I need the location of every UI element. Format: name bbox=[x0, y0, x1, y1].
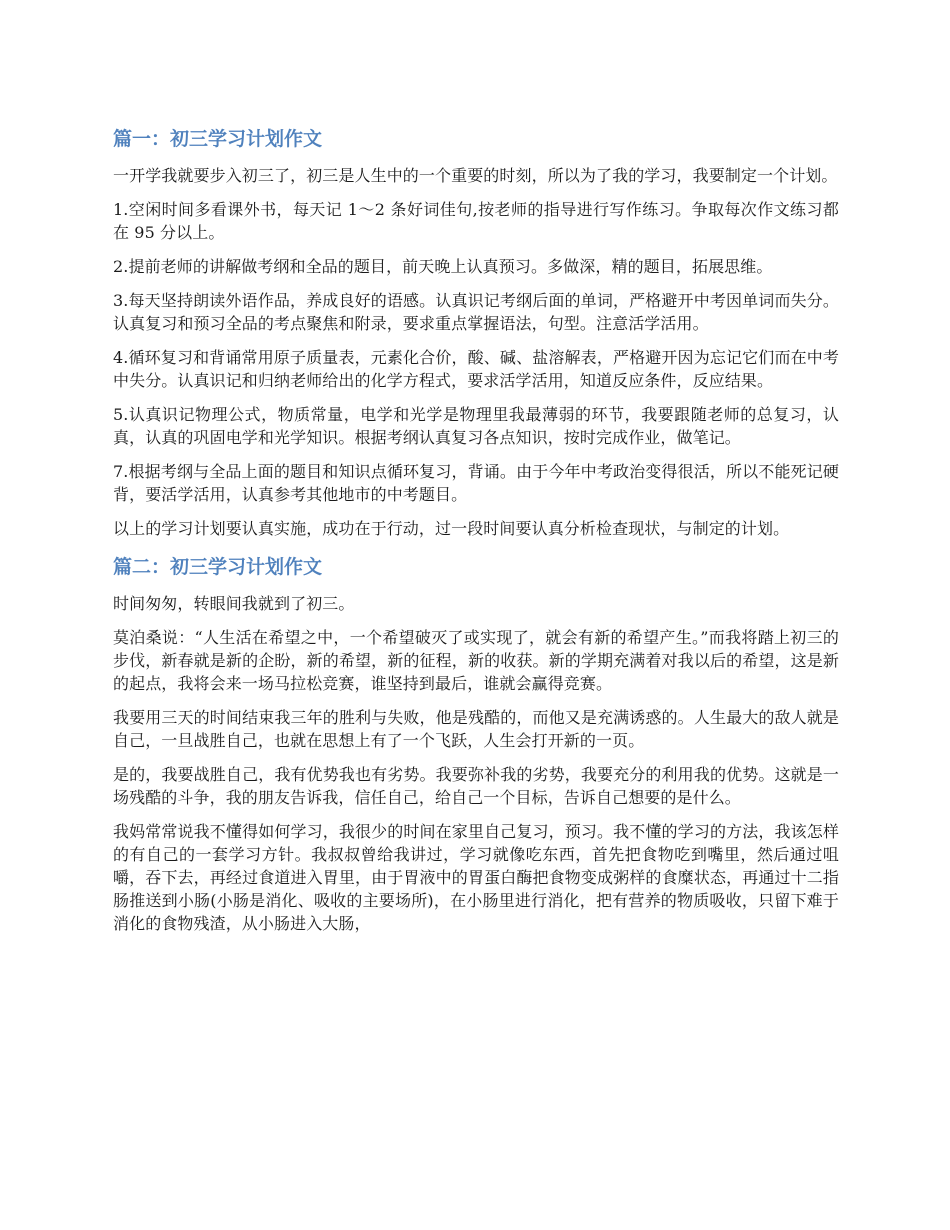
section-1-paragraph: 3.每天坚持朗读外语作品，养成良好的语感。认真识记考纲后面的单词，严格避开中考因单词而失分。认真复习和预习全品的考点聚焦和附录，要求重点掌握语法，句型。注意活学活用。 bbox=[113, 291, 839, 333]
section-2-paragraph: 我妈常常说我不懂得如何学习，我很少的时间在家里自己复习，预习。我不懂的学习的方法，我该怎样的有自己的一套学习方针。我叔叔曾给我讲过，学习就像吃东西，首先把食物吃到嘴里，然后通过咀嚼，吞下去，再经过食道进入胃里，由于胃液中的胃蛋白酶把食物变成粥样的食糜状态，再通过十二指肠推送到小肠(小肠是消化、吸收的主要场所)，在小肠里进行消化，把有营养的物质吸收，只留下难于消化的食物残渣，从小肠进入大肠， bbox=[113, 822, 839, 933]
section-1-paragraph: 4.循环复习和背诵常用原子质量表，元素化合价，酸、碱、盐溶解表，严格避开因为忘记它们而在中考中失分。认真识记和归纳老师给出的化学方程式，要求活学活用，知道反应条件，反应结果。 bbox=[113, 348, 839, 390]
section-2-paragraph: 时间匆匆，转眼间我就到了初三。 bbox=[113, 594, 355, 613]
section-2-heading: 篇二：初三学习计划作文 bbox=[113, 556, 323, 578]
section-1-paragraph: 一开学我就要步入初三了，初三是人生中的一个重要的时刻，所以为了我的学习，我要制定一个计划。 bbox=[113, 166, 838, 185]
section-1-paragraph: 1.空闲时间多看课外书，每天记 1～2 条好词佳句,按老师的指导进行写作练习。争取每次作文练习都在 95 分以上。 bbox=[113, 200, 839, 242]
section-1-paragraph: 7.根据考纲与全品上面的题目和知识点循环复习，背诵。由于今年中考政治变得很活，所以不能死记硬背，要活学活用，认真参考其他地市的中考题目。 bbox=[113, 462, 839, 504]
section-1-paragraph: 以上的学习计划要认真实施，成功在于行动，过一段时间要认真分析检查现状，与制定的计划。 bbox=[113, 519, 790, 538]
section-2-paragraph: 莫泊桑说：“人生活在希望之中，一个希望破灭了或实现了，就会有新的希望产生。”而我将踏上初三的步伐，新春就是新的企盼，新的希望，新的征程，新的收获。新的学期充满着对我以后的希望，这是新的起点，我将会来一场马拉松竞赛，谁坚持到最后，谁就会赢得竞赛。 bbox=[113, 628, 839, 693]
section-1-heading: 篇一：初三学习计划作文 bbox=[113, 128, 323, 150]
section-1-paragraph: 5.认真识记物理公式，物质常量，电学和光学是物理里我最薄弱的环节，我要跟随老师的总复习，认真，认真的巩固电学和光学知识。根据考纲认真复习各点知识，按时完成作业，做笔记。 bbox=[113, 405, 839, 447]
section-2-paragraph: 是的，我要战胜自己，我有优势我也有劣势。我要弥补我的劣势，我要充分的利用我的优势。这就是一场残酷的斗争，我的朋友告诉我，信任自己，给自己一个目标，告诉自己想要的是什么。 bbox=[113, 765, 839, 807]
document-page bbox=[113, 124, 839, 946]
section-2-paragraph: 我要用三天的时间结束我三年的胜利与失败，他是残酷的，而他又是充满诱惑的。人生最大的敌人就是自己，一旦战胜自己，也就在思想上有了一个飞跃，人生会打开新的一页。 bbox=[113, 708, 839, 750]
section-1-paragraph: 2.提前老师的讲解做考纲和全品的题目，前天晚上认真预习。多做深，精的题目，拓展思维。 bbox=[113, 257, 773, 276]
